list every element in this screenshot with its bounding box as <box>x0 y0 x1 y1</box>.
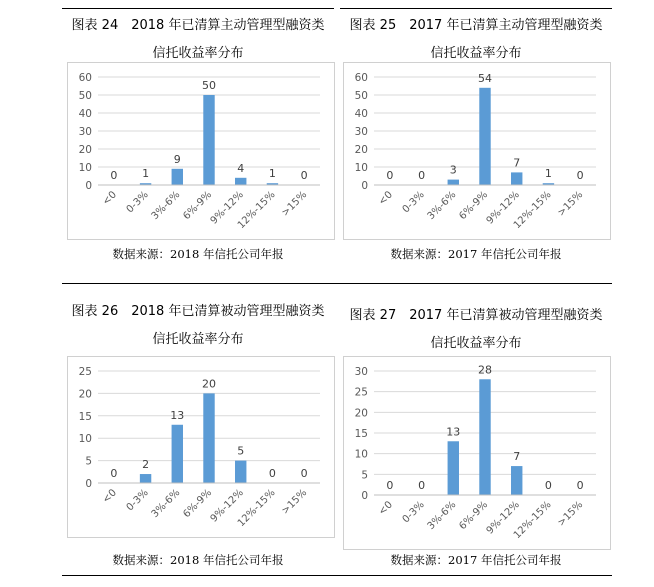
bar <box>479 379 490 495</box>
bottom-divider <box>62 575 612 576</box>
data-label: 5 <box>237 444 245 458</box>
y-tick-label: 25 <box>354 386 368 399</box>
figure-title-line1: 图表 24 2018 年已清算主动管理型融资类 <box>71 18 325 33</box>
y-tick-label: 30 <box>354 366 368 378</box>
data-label: 9 <box>173 152 181 166</box>
data-source-note: 数据来源：2017 年信托公司年报 <box>390 553 562 567</box>
data-source-note: 数据来源：2018 年信托公司年报 <box>112 553 284 567</box>
data-label: 0 <box>576 479 584 492</box>
y-tick-label: 5 <box>85 455 92 468</box>
y-tick-label: 30 <box>354 126 368 138</box>
x-tick-label: 6%-9% <box>181 189 215 223</box>
x-tick-label: 0-3% <box>400 499 427 526</box>
figure-title-line1: 图表 25 2017 年已清算主动管理型融资类 <box>349 18 603 33</box>
y-tick-label: 50 <box>354 90 368 102</box>
data-label: 7 <box>513 156 521 170</box>
figure-title-line2: 信托收益率分布 <box>430 46 522 61</box>
chart-frame <box>67 356 335 538</box>
x-tick-label: <0 <box>376 189 395 208</box>
data-label: 3 <box>449 163 457 177</box>
data-label: 1 <box>544 167 552 181</box>
top-divider-left <box>62 8 334 9</box>
bar-chart <box>344 63 610 239</box>
y-tick-label: 15 <box>78 410 92 423</box>
x-tick-label: 6%-9% <box>457 189 491 223</box>
y-tick-label: 20 <box>354 407 368 420</box>
data-label: 0 <box>386 169 394 182</box>
data-source-note: 数据来源：2017 年信托公司年报 <box>390 247 562 261</box>
bar <box>172 425 183 483</box>
x-tick-label: >15% <box>555 189 586 219</box>
figure-25 <box>340 10 612 280</box>
data-label: 0 <box>386 479 394 492</box>
y-tick-label: 10 <box>354 448 368 461</box>
y-tick-label: 0 <box>85 180 92 192</box>
bar <box>448 441 459 495</box>
figure-26 <box>62 296 334 574</box>
x-tick-label: 3%-6% <box>149 189 183 223</box>
top-divider-right <box>340 8 612 9</box>
figure-title-line1: 图表 26 2018 年已清算被动管理型融资类 <box>71 304 325 319</box>
x-tick-label: 9%-12% <box>484 499 522 537</box>
x-tick-label: >15% <box>555 499 586 529</box>
y-tick-label: 5 <box>361 469 368 482</box>
y-tick-label: 40 <box>78 108 92 120</box>
bar <box>172 169 183 185</box>
bar <box>479 88 490 185</box>
data-label: 1 <box>142 167 150 181</box>
x-tick-label: >15% <box>279 189 310 219</box>
x-tick-label: >15% <box>279 487 310 517</box>
y-tick-label: 50 <box>78 90 92 102</box>
bar <box>203 95 214 185</box>
middle-divider <box>62 283 612 284</box>
y-tick-label: 10 <box>354 162 368 174</box>
x-tick-label: 12%-15% <box>511 499 554 542</box>
bar <box>448 180 459 185</box>
data-source-note: 数据来源：2018 年信托公司年报 <box>112 247 284 261</box>
data-label: 0 <box>418 169 426 182</box>
figure-title-line2: 信托收益率分布 <box>152 46 244 61</box>
y-tick-label: 10 <box>78 433 92 446</box>
x-tick-label: <0 <box>100 189 119 208</box>
figure-27 <box>340 296 612 574</box>
x-tick-label: 12%-15% <box>235 487 278 530</box>
data-label: 0 <box>300 467 308 480</box>
x-tick-label: <0 <box>376 499 395 518</box>
chart-frame <box>343 62 611 240</box>
data-label: 13 <box>446 425 461 439</box>
bar-chart <box>68 63 334 239</box>
bar-chart <box>68 357 334 537</box>
figure-title-line1: 图表 27 2017 年已清算被动管理型融资类 <box>349 308 603 323</box>
data-label: 0 <box>544 479 552 492</box>
y-tick-label: 0 <box>361 180 368 192</box>
data-label: 50 <box>202 79 216 92</box>
y-tick-label: 0 <box>85 478 92 490</box>
bar-chart <box>344 357 610 549</box>
figure-title-line2: 信托收益率分布 <box>152 332 244 347</box>
x-tick-label: 12%-15% <box>235 189 278 232</box>
y-tick-label: 25 <box>78 366 92 378</box>
y-tick-label: 10 <box>78 162 92 174</box>
chart-frame <box>343 356 611 550</box>
x-tick-label: 6%-9% <box>457 499 491 533</box>
y-tick-label: 60 <box>354 72 368 84</box>
x-tick-label: 3%-6% <box>149 487 183 521</box>
x-tick-label: 6%-9% <box>181 487 215 521</box>
data-label: 0 <box>418 479 426 492</box>
y-tick-label: 30 <box>78 126 92 138</box>
y-tick-label: 20 <box>78 144 92 156</box>
data-label: 28 <box>478 363 492 377</box>
x-tick-label: 3%-6% <box>425 499 459 533</box>
y-tick-label: 15 <box>354 428 368 440</box>
data-label: 0 <box>300 169 308 182</box>
figure-24 <box>62 10 334 280</box>
data-label: 54 <box>478 71 492 85</box>
data-label: 0 <box>576 169 584 182</box>
bar <box>235 461 246 483</box>
x-tick-label: 12%-15% <box>511 189 554 232</box>
y-tick-label: 60 <box>78 72 92 84</box>
x-tick-label: 0-3% <box>400 189 427 216</box>
data-label: 7 <box>513 450 521 464</box>
data-label: 2 <box>142 458 150 472</box>
x-tick-label: 9%-12% <box>208 487 246 525</box>
figure-title-line2: 信托收益率分布 <box>430 336 522 351</box>
x-tick-label: 9%-12% <box>208 189 246 227</box>
bar <box>140 474 151 483</box>
x-tick-label: 0-3% <box>124 189 151 216</box>
data-label: 4 <box>237 161 245 175</box>
y-tick-label: 0 <box>361 490 368 502</box>
data-label: 20 <box>202 377 216 391</box>
bar <box>511 466 522 495</box>
data-label: 0 <box>110 467 118 480</box>
bar <box>511 172 522 185</box>
x-tick-label: 9%-12% <box>484 189 522 227</box>
data-label: 1 <box>268 167 276 181</box>
data-label: 13 <box>170 408 185 422</box>
bar <box>203 393 214 483</box>
y-tick-label: 20 <box>78 388 92 401</box>
x-tick-label: <0 <box>100 487 119 506</box>
chart-frame <box>67 62 335 240</box>
x-tick-label: 3%-6% <box>425 189 459 223</box>
bar <box>235 178 246 185</box>
data-label: 0 <box>110 169 118 182</box>
data-label: 0 <box>268 467 276 480</box>
y-tick-label: 20 <box>354 144 368 156</box>
y-tick-label: 40 <box>354 108 368 120</box>
x-tick-label: 0-3% <box>124 487 151 514</box>
